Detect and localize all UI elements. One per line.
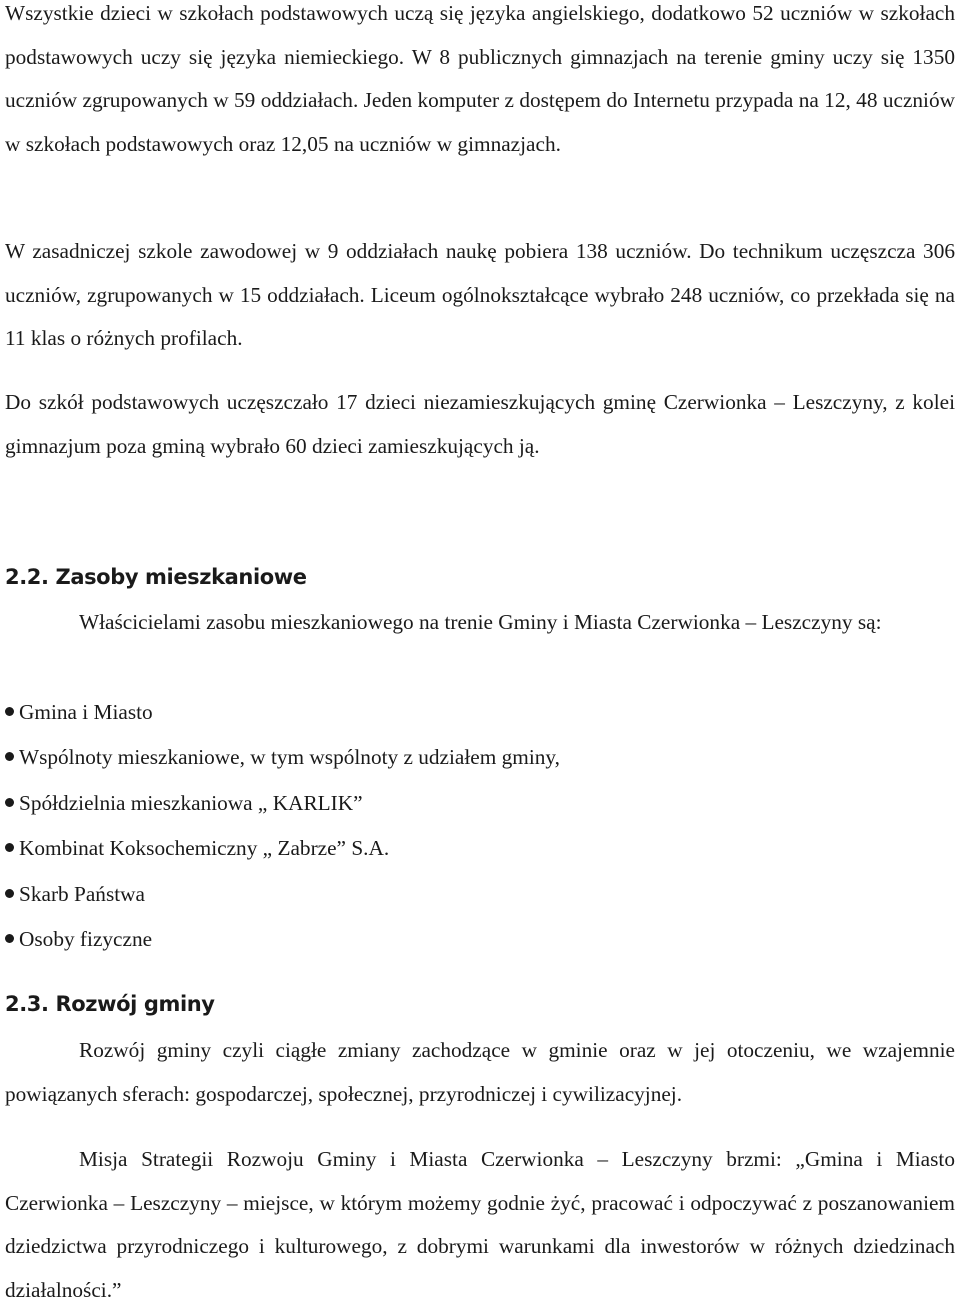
list-item: [5, 781, 560, 826]
bullet-icon: [5, 707, 14, 716]
housing-owners-list: [5, 690, 560, 962]
paragraph-development-definition: [5, 1029, 955, 1116]
bullet-icon: [5, 934, 14, 943]
paragraph-schools-languages: Wszystkie dzieci w szkołach podstawowych uczą się języka angielskiego, dodatkowo 52 uczniów w szkołach podstawowych uczy się języka niemieckiego. W 8 publicznych gimnazjach na terenie gminy uczy się 1350 uczniów zgrupowanych w 59 oddziałach. Jeden komputer z dostępem do Internetu przypada na 12, 48 uczniów w szkołach podstawowych oraz 12,05 na uczniów w gimnazjach.: [5, 1, 955, 157]
bullet-icon: [5, 889, 14, 898]
list-item-text: Kombinat Koksochemiczny „ Zabrze” S.A.: [19, 836, 390, 861]
list-item: [5, 826, 560, 871]
strategy-mission-text: Misja Strategii Rozwoju Gminy i Miasta Czerwionka – Leszczyny brzmi: „Gmina i Miasto Czerwionka – Leszczyny – miejsce, w którym możemy godnie żyć, pracować i odpoczywać z poszanowaniem dziedzictwa przyrodniczego i kulturowego, z dobrymi warunkami dla inwestorów w różnych dziedzinach działalności.”: [5, 1147, 955, 1303]
section-heading-development: 2.3. Rozwój gminy: [5, 992, 215, 1016]
bullet-icon: [5, 843, 14, 852]
list-item: [5, 917, 560, 962]
list-item: [5, 872, 560, 917]
list-item: [5, 690, 560, 735]
list-item-text: Skarb Państwa: [19, 881, 145, 906]
paragraph-strategy-mission: [5, 1138, 955, 1313]
development-definition-text: Rozwój gminy czyli ciągłe zmiany zachodzące w gminie oraz w jej otoczeniu, we wzajemnie powiązanych sferach: gospodarczej, społecznej, przyrodniczej i cywilizacyjnej.: [5, 1038, 955, 1106]
bullet-icon: [5, 798, 14, 807]
list-item-text: Gmina i Miasto: [19, 700, 153, 724]
list-item: [5, 735, 560, 780]
paragraph-vocational-schools: W zasadniczej szkole zawodowej w 9 oddziałach naukę pobiera 138 uczniów. Do technikum uczęszcza 306 uczniów, zgrupowanych w 15 oddziałach. Liceum ogólnokształcące wybrało 248 uczniów, co przekłada się na 11 klas o różnych profilach.: [5, 239, 955, 351]
paragraph-housing-owners-intro: [5, 601, 955, 645]
section-heading-housing: 2.2. Zasoby mieszkaniowe: [5, 565, 307, 589]
list-item-text: Spółdzielnia mieszkaniowa „ KARLIK”: [19, 790, 363, 815]
housing-intro-text: Właścicielami zasobu mieszkaniowego na trenie Gminy i Miasta Czerwionka – Leszczyny są:: [79, 610, 882, 634]
list-item-text: Osoby fizyczne: [19, 927, 153, 952]
paragraph-commuting-pupils: Do szkół podstawowych uczęszczało 17 dzieci niezamieszkujących gminę Czerwionka – Leszczyny, z kolei gimnazjum poza gminą wybrało 60 dzieci zamieszkujących ją.: [5, 390, 955, 458]
bullet-icon: [5, 752, 14, 761]
list-item-text: Wspólnoty mieszkaniowe, w tym wspólnoty z udziałem gminy,: [19, 745, 561, 770]
